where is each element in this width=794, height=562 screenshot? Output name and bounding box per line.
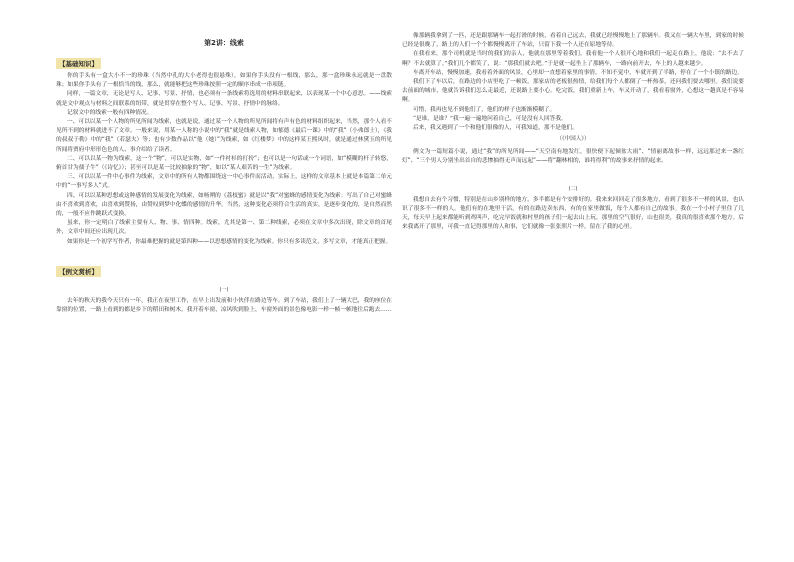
basics-paragraph: 如果你是一个初学写作者，你最难把握的就是第四种——以思想感情的变化为线索。你只有多读范文，多写文章，才能真正把握。: [67, 238, 392, 245]
story-paragraph: 车离开车站，慢慢加速，我看着外面的风景，心里却一直想着家里的事情。不知不觉中，车就开到了半路，停在了一个小镇的路边。: [413, 69, 743, 76]
basics-paragraph: 虽来，你一定明白了线索主要有人、物、事、情四种。线索，尤其是第一、第二种线索，必须在文章中多次出现，除文章的首尾外，文章中间还应出现几次。: [56, 220, 392, 236]
left-column: [56, 30, 392, 315]
story-paragraph: “是谁，是谁？”我一遍一遍地问着自己，可是没有人回答我。: [413, 115, 567, 122]
lesson-title: 第2讲：线索: [204, 39, 244, 47]
basics-paragraph: 同样，一篇文章，无论是写人、记事、写景、抒情，也必须有一条线索将选用的材料串联起来，以表现某一个中心意思。——线索就是文中观点与材料之间联系的纽带，就是贯穿在整个写人、记事、写景、抒情中的脉络。: [56, 91, 392, 107]
section-examples-heading: 【例文赏析】: [56, 266, 101, 277]
story-paragraph: 在我看来，那个司机就是当时的我们的亲人，他就在那里等着我们。我看他一个人很开心地和我们一起走在路上，他说：“去不去了啊？不去就算了。”我们几个都笑了，说：“那我们就去吧。”于是就一起坐上了那辆车，一路向前开去，车上的人越来越少。: [402, 51, 744, 67]
basics-paragraph: 二、可以以某一物为线索，这一个“物”，可以是实物，如“一件衬衫的打扮”；也可以是一句话或一个词语，如“模糊的杆子转悠，俯首甘为孺子牛”（《诗忆》）；甚至可以是某一比较抽象的“物”，如以“某人艰苦的一生”为线索。: [56, 155, 392, 172]
story-paragraph: 像那辆我拿到了一匹，还是跟那辆车一起打滑的时候，看着自己远去，我就已经慢慢地上了那辆车。我又在一辆大车里，到家的时候已经是很晚了，路上的人们一个个都慢慢离开了车站，只留下我一个人还在原地等待。: [402, 33, 744, 49]
basics-paragraph: 四、可以以某种思想或这种感情的发展变化为线索，如杨朔的《荔枝蜜》就是以“我”对蜜蜂的感情变化为线索：写出了自己对蜜蜂由不喜欢到喜欢，由喜欢到赞扬，由赞叹到梦中化蝶的感情的升华。当然，这种变化必须符合生活的真实，是逐步变化的，是自然而然的，一般不应作跳跃式变换。: [56, 192, 392, 218]
example-number-1: (一): [219, 286, 229, 293]
basics-paragraph: 你的手头有一盒大小不一的珍珠（当然中孔的大小老得也很悬殊），如果你手头没有一根线，那么，那一盒珍珠永远就是一盘散珠；如果你手头有了一根恰当的线，那么，就能够把这些珍珠按照一定的顺序串成一串项链。: [56, 73, 392, 89]
story-paragraph: 可惜，我再也见不到他们了，他们的样子也渐渐模糊了。: [413, 106, 556, 113]
example-paragraph: 去年的秋天的我今天只有一年，我正在夜里工作，在早上出发前和小伙伴在路边等车。到了车站，我们上了一辆大巴，我的座位在靠窗的位置，一路上看到的都是乡下的稻田和树木。我开着车窗，凉风吹到脸上，车窗外面的景色像电影一样一帧一帧地往后跑去……: [56, 297, 392, 314]
right-column: [402, 32, 744, 232]
story-citation: （《中国人》）: [556, 136, 590, 143]
story-paragraph: 我们下了车以后，在路边的小店里吃了一顿饭，那家店的老板很热情，给我们每个人都倒了一杯热茶，还问我们要去哪里。我们说要去前面的城市，他就告诉我们怎么走最近，还说路上要小心。吃完饭，我们重新上车，车又开动了，我看着窗外，心想这一趟真是不容易啊。: [402, 79, 744, 104]
example-paragraph: 我想自去有个习惯，特别是在山乡别样的地方，多半都是有个安排好的。我来来回回走了很多地方，看到了很多不一样的风景，也认识了很多不一样的人。他们有的在地里干活，有的在路边卖东西，有的在家里做饭，每个人都有自己的故事。我在一个小村子里住了几天，每天早上起来都能听到鸡叫声，吃完早饭就和村里的孩子们一起去山上玩。那里的空气很好，山也很美，我真的很喜欢那个地方。后来我离开了那里，可我一直记得那里的人和事，它们就像一张张照片一样，留在了我的心里。: [402, 196, 744, 231]
example-number-2: (二): [568, 185, 578, 192]
section-basics-heading: 【基础知识】: [56, 58, 101, 69]
basics-paragraph: 一、可以以某一个人物的所见所闻为线索，也就是说，通过某一个人物的所见所闻将有声有色的材料组织起来，当然，那个人看不见所不到的材料就进不了文章。一般来说，用某一人称的小说中的“我”就是线索人物，如郁德《最后一课》中的“我”（小弗郎士），《我的叔叔于勒》中的“我”（若瑟夫）等；也有少数作品以“他（她）”为线索，如《红楼梦》中的这样某王熙凤时，就是通过林黛玉的所见所闻将贾府中形形色色的人、事介绍给了读者。: [56, 119, 392, 153]
story-paragraph: 后来，我又遇到了一个和他们很像的人，可我知道，那不是他们。: [413, 125, 578, 132]
analysis-paragraph: 例文为一篇短篇小说，通过“我”的所见所闻——“天空南有地发红，很快便下起倾盆大雨”、“情丽离故事一样，远远那过来一盏红灯”、“三个男人分别坐出首自的悲惨抽得无声而远起”——将“翻林相的，谁将得利”的故事来抒情的起来。: [402, 149, 744, 165]
basics-paragraph: 记叙文中的线索一般有四种情况。: [67, 109, 153, 116]
basics-paragraph: 三、可以以某一件中心事件为线索，文章中的所有人物都围绕这一中心事件而活动，实际上，这样的文章基本上就是本篇第二单元中的“一事写多人”式。: [56, 174, 392, 190]
